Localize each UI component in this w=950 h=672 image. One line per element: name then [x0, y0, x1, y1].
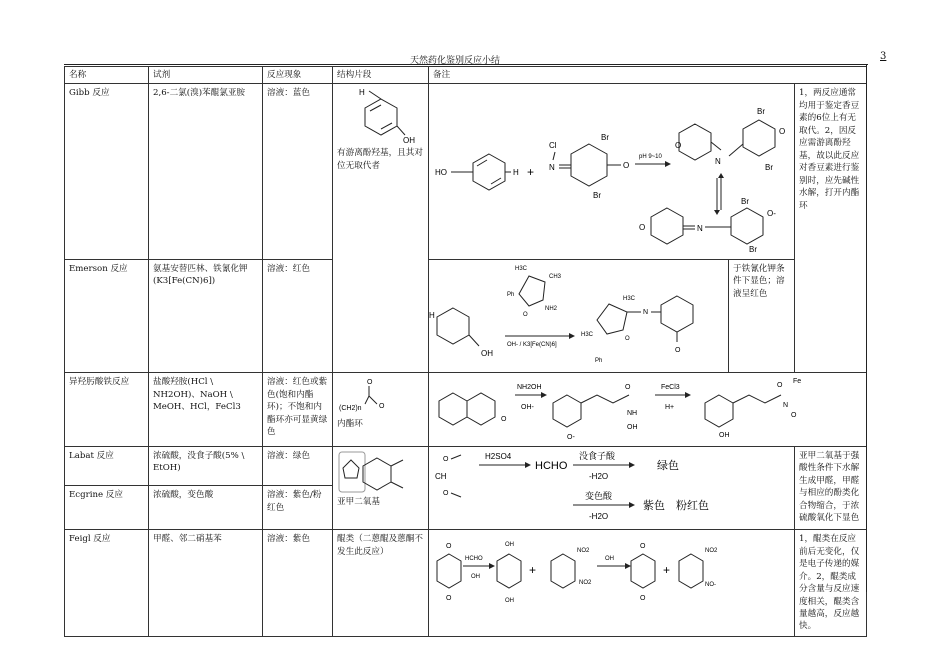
ecgrine-reagent-b: 变色酸 — [585, 490, 613, 501]
svg-text:OH: OH — [719, 432, 730, 440]
table-row — [65, 373, 867, 446]
svg-text:O: O — [523, 311, 528, 318]
feigl-step1: HCHO — [465, 556, 483, 563]
labat-phenomenon: 溶液：绿色 — [263, 446, 333, 486]
svg-text:NO-: NO- — [705, 582, 716, 589]
svg-text:NO2: NO2 — [705, 548, 718, 555]
svg-text:NO2: NO2 — [579, 580, 592, 587]
labat-step1: H2SO4 — [485, 451, 512, 461]
svg-text:O: O — [640, 543, 646, 551]
hydroxamic-name: 异羟肟酸铁反应 — [65, 373, 149, 446]
ecgrine-color-b: 紫色 粉红色 — [643, 499, 709, 512]
svg-text:OH: OH — [505, 598, 514, 605]
svg-text:N: N — [643, 308, 649, 316]
emerson-scheme — [429, 259, 729, 372]
gibb-scheme — [429, 84, 795, 259]
svg-text:CH3: CH3 — [549, 273, 562, 280]
svg-text:O: O — [379, 403, 385, 411]
col-name: 名称 — [65, 67, 149, 84]
svg-text:+: + — [663, 563, 671, 578]
labat-product: HCHO — [535, 459, 568, 472]
svg-text:Br: Br — [757, 107, 765, 117]
feigl-note: 1，醌类在反应前后无变化，仅是电子传递的媒介。2，醌类成分含量与反应速度相关，醌类含量越高，反应越快。 — [795, 530, 867, 637]
page-number: 3 — [880, 51, 887, 62]
labat-fragment — [333, 446, 429, 529]
lactone-structure — [337, 376, 417, 418]
svg-text:H3C: H3C — [581, 331, 594, 338]
svg-text:H: H — [429, 310, 435, 320]
svg-text:O-: O- — [567, 434, 575, 442]
table-row — [65, 84, 867, 259]
header-row — [65, 67, 867, 84]
col-fragment: 结构片段 — [333, 67, 429, 84]
hydroxamic-scheme — [429, 373, 867, 446]
svg-text:O: O — [639, 223, 646, 233]
svg-text:O: O — [446, 543, 452, 551]
ecgrine-water-b: -H2O — [589, 511, 609, 521]
page-title: 天然药化鉴别反应小结 — [410, 56, 501, 66]
table-row — [65, 446, 867, 486]
table-row — [65, 530, 867, 637]
labat-name: Labat 反应 — [65, 446, 149, 486]
ecgrine-name: Ecgrine 反应 — [65, 486, 149, 530]
emerson-reagent: 氨基安替匹林、铁氰化钾(K3[Fe(CN)6]) — [149, 259, 263, 372]
svg-text:O: O — [625, 335, 630, 342]
svg-text:Br: Br — [749, 245, 757, 255]
svg-text:O: O — [501, 416, 507, 424]
hydroxamic-step1: NH2OH — [517, 384, 542, 392]
feigl-reaction-scheme — [429, 530, 729, 618]
hydroxamic-step2: FeCl3 — [661, 384, 680, 392]
labat-color-a: 绿色 — [657, 459, 679, 472]
svg-text:H3C: H3C — [515, 265, 528, 272]
emerson-note: 于铁氰化钾条件下显色；溶液呈红色 — [729, 259, 795, 372]
svg-text:Cl: Cl — [549, 141, 557, 151]
svg-text:OH: OH — [505, 542, 514, 549]
ecgrine-reagent: 浓硫酸，变色酸 — [149, 486, 263, 530]
svg-text:O: O — [675, 346, 681, 354]
hydroxamic-reaction-scheme — [429, 373, 859, 441]
feigl-step1b: OH — [471, 574, 480, 581]
labat-scheme — [429, 446, 795, 529]
svg-text:O: O — [443, 455, 449, 463]
svg-text:+: + — [529, 563, 537, 578]
svg-text:NH: NH — [627, 410, 638, 418]
reaction-table — [64, 66, 867, 637]
svg-text:OH: OH — [627, 424, 638, 432]
right-margin-rule — [866, 64, 867, 592]
svg-text:CH: CH — [435, 471, 447, 481]
col-phenomenon: 反应现象 — [263, 67, 333, 84]
svg-text:O: O — [640, 595, 646, 603]
emerson-cond: OH- / K3[Fe(CN)6] — [507, 341, 557, 348]
gibb-fragment-text: 有游离酚羟基，且其对位无取代者 — [337, 148, 423, 171]
svg-text:Br: Br — [765, 163, 773, 173]
hydroxamic-step1b: OH- — [521, 404, 534, 412]
hydroxamic-reagent: 盐酸羟胺(HCl \ NH2OH)、NaOH \ MeOH、HCl，FeCl3 — [149, 373, 263, 446]
svg-text:NH2: NH2 — [545, 305, 558, 312]
feigl-step2: OH — [605, 556, 614, 563]
svg-text:OH: OH — [403, 136, 415, 146]
title-rule — [64, 64, 868, 65]
emerson-phenomenon: 溶液：红色 — [263, 259, 333, 372]
svg-text:O: O — [367, 379, 373, 387]
col-reagent: 试剂 — [149, 67, 263, 84]
svg-text:+: + — [527, 165, 535, 180]
feigl-fragment: 醌类（二蒽醌及蒽酮不发生此反应） — [333, 530, 429, 637]
gibb-fragment — [333, 84, 429, 373]
feigl-reagent: 甲醛、邻二硝基苯 — [149, 530, 263, 637]
svg-text:O: O — [443, 489, 449, 497]
hydroxamic-fragment — [333, 373, 429, 446]
hydroxamic-phenomenon: 溶液：红色或紫色(饱和内酯环)；不饱和内酯环亦可显黄绿色 — [263, 373, 333, 446]
labat-reagent: 浓硫酸，没食子酸(5% \ EtOH) — [149, 446, 263, 486]
svg-text:Ph: Ph — [507, 291, 515, 298]
svg-text:Br: Br — [593, 191, 601, 201]
svg-text:HO: HO — [435, 168, 447, 178]
feigl-name: Feigl 反应 — [65, 530, 149, 637]
svg-text:Br: Br — [741, 197, 749, 207]
svg-text:O: O — [779, 127, 786, 137]
svg-text:NO2: NO2 — [577, 548, 590, 555]
svg-text:O: O — [675, 141, 682, 151]
feigl-scheme — [429, 530, 795, 637]
methylenedioxy-structure — [337, 450, 425, 496]
gibb-reaction-scheme — [429, 84, 793, 254]
table-row — [65, 259, 867, 372]
svg-text:H3C: H3C — [623, 295, 636, 302]
gibb-reagent: 2,6-二氯(溴)苯醌氯亚胺 — [149, 84, 263, 259]
labat-reagent-a: 没食子酸 — [579, 450, 616, 461]
lactone-formula: (CH2)n — [339, 405, 362, 413]
phenol-structure — [337, 87, 425, 147]
gibb-phenomenon: 溶液：蓝色 — [263, 84, 333, 259]
col-note: 备注 — [429, 67, 867, 84]
labat-reaction-scheme — [429, 447, 729, 525]
svg-text:N: N — [783, 402, 789, 410]
gibb-note: 1，两反应通常均用于鉴定香豆素的6位上有无取代。2，因反应需游离酚羟基，故以此反应对香豆素进行鉴别时，应先碱性水解，打开内酯环 — [795, 84, 867, 373]
svg-text:Br: Br — [601, 133, 609, 143]
svg-text:N: N — [715, 157, 721, 167]
svg-text:O: O — [623, 161, 630, 171]
svg-text:O: O — [791, 412, 797, 420]
svg-text:H: H — [513, 168, 519, 178]
hydroxamic-fragment-text: 内酯环 — [337, 419, 363, 430]
svg-text:H: H — [359, 88, 365, 98]
hydroxamic-step2b: H+ — [665, 404, 675, 412]
svg-text:O: O — [446, 595, 452, 603]
labat-fragment-text: 亚甲二氧基 — [337, 496, 380, 507]
gibb-name: Gibb 反应 — [65, 84, 149, 259]
ecgrine-phenomenon: 溶液：紫色/粉红色 — [263, 486, 333, 530]
feigl-phenomenon: 溶液：紫色 — [263, 530, 333, 637]
svg-text:O-: O- — [767, 209, 776, 219]
svg-text:N: N — [697, 224, 703, 234]
labat-note: 亚甲二氧基于强酸性条件下水解生成甲醛，甲醛与相应的酚类化合物缩合，于浓硫酸氧化下显色 — [795, 446, 867, 529]
emerson-reaction-scheme — [429, 260, 729, 368]
gibb-ph: pH 9~10 — [639, 154, 662, 161]
svg-text:N: N — [549, 163, 555, 173]
svg-text:Ph: Ph — [595, 357, 603, 364]
emerson-name: Emerson 反应 — [65, 259, 149, 372]
svg-text:OH: OH — [481, 348, 493, 358]
svg-text:O: O — [777, 382, 783, 390]
svg-text:O: O — [625, 384, 631, 392]
labat-water-a: -H2O — [589, 471, 609, 481]
svg-text:Fe: Fe — [793, 378, 802, 386]
